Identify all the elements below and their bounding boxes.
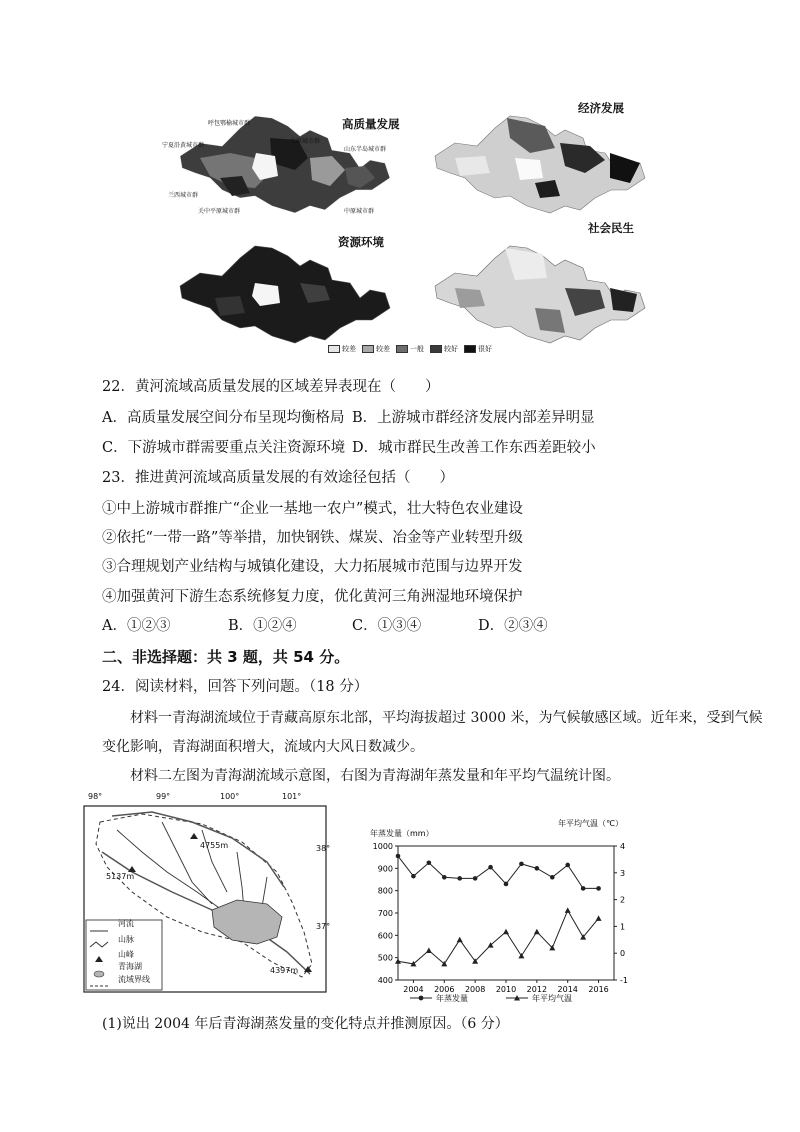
temperature-point (518, 953, 524, 959)
q24-stem: 24．阅读材料，回答下列问题。（18 分） (102, 679, 369, 695)
evaporation-point (535, 866, 540, 871)
x-tick-label: 2004 (403, 985, 424, 994)
peak-label: 4397m (270, 966, 299, 975)
q22-option-a: A．高质量发展空间分布呈现均衡格局 (102, 410, 345, 426)
evaporation-point (550, 875, 555, 880)
legend-peak: 山峰 (118, 950, 134, 959)
y-right-tick-label: 3 (620, 868, 626, 878)
lat-label: 37° (316, 922, 331, 931)
q22-option-b: B．上游城市群经济发展内部差异明显 (352, 410, 595, 426)
city-label: 兰西城市群 (168, 192, 199, 199)
q23-option-a: A．①②③ (102, 618, 171, 634)
city-label: 山东半岛城市群 (344, 146, 387, 153)
y-left-tick-label: 700 (377, 909, 393, 918)
y-right-tick-label: 1 (620, 922, 626, 932)
city-label: 中原城市群 (344, 208, 375, 215)
q23-stem: 23．推进黄河流域高质量发展的有效途径包括（ ） (102, 470, 454, 486)
evaporation-point (519, 862, 524, 867)
q23-option-c: C．①③④ (352, 618, 422, 634)
map-resources (180, 246, 390, 343)
y-left-tick-label: 800 (377, 886, 393, 896)
evaporation-point (411, 874, 416, 879)
chart-svg (356, 810, 656, 1006)
evaporation-point (427, 860, 432, 865)
temperature-point (565, 907, 571, 913)
evaporation-point (565, 863, 570, 868)
map-economy (435, 116, 645, 213)
q23-statement-2: ②依托“一带一路”等举措，加快钢铁、煤炭、冶金等产业转型升级 (102, 530, 523, 546)
temperature-point (503, 929, 509, 935)
temperature-point (395, 958, 401, 964)
legend-mountain: 山脉 (118, 935, 134, 944)
y-left-label: 年蒸发量（mm） (370, 829, 434, 838)
x-tick-label: 2010 (495, 985, 517, 994)
q22-option-d: D．城市群民生改善工作东西差距较小 (352, 440, 596, 456)
city-label: 太原城市群 (290, 138, 321, 145)
map-title-economy: 经济发展 (578, 101, 624, 115)
y-right-label: 年平均气温（℃） (558, 819, 623, 828)
q23-statement-4: ④加强黄河下游生态系统修复力度，优化黄河三角洲湿地环境保护 (102, 589, 523, 605)
map-figure (160, 98, 650, 360)
evaporation-chart (356, 810, 656, 1006)
evaporation-point (596, 886, 601, 891)
evaporation-point (488, 865, 493, 870)
q23-statement-1: ①中上游城市群推广“企业一基地一农户”模式，壮大特色农业建设 (102, 501, 523, 517)
lon-label: 100° (220, 792, 240, 801)
city-label: 呼包鄂榆城市群 (208, 120, 251, 127)
y-left-tick-label: 900 (377, 864, 393, 874)
evaporation-point (473, 876, 478, 881)
y-right-tick-label: 4 (620, 842, 626, 851)
y-left-tick-label: 400 (377, 976, 393, 985)
q22-option-c: C．下游城市群需要重点关注资源环境 (102, 440, 346, 456)
x-tick-label: 2006 (434, 985, 455, 994)
map-title-high-quality: 高质量发展 (342, 117, 400, 131)
map-title-social: 社会民生 (588, 221, 634, 235)
city-label: 宁夏沿黄城市群 (162, 142, 205, 149)
peak-label: 4755m (200, 841, 229, 850)
y-right-tick-label: -1 (620, 976, 628, 985)
temperature-point (426, 948, 432, 954)
legend-boundary: 流域界线 (118, 975, 150, 984)
evaporation-point (396, 854, 401, 859)
plot-frame (398, 846, 614, 980)
y-left-tick-label: 1000 (372, 842, 393, 851)
legend-evap-label: 年蒸发量 (436, 994, 468, 1003)
legend-label: 较差 (342, 345, 356, 353)
legend-lake: 青海湖 (118, 962, 142, 971)
lat-label: 38° (316, 844, 331, 853)
q24-material-1b: 变化影响，青海湖面积增大，流域内大风日数减少。 (102, 739, 424, 755)
city-label: 关中平原城市群 (198, 208, 241, 215)
lon-label: 101° (282, 792, 302, 801)
evaporation-point (581, 886, 586, 891)
legend-label: 很好 (478, 345, 492, 353)
temperature-line (398, 910, 599, 964)
map-legend (328, 344, 492, 354)
q23-statement-3: ③合理规划产业结构与城镇化建设，大力拓展城市范围与边界开发 (102, 559, 523, 575)
x-tick-label: 2016 (588, 985, 609, 994)
q24-material-2: 材料二左图为青海湖流域示意图，右图为青海湖年蒸发量和年平均气温统计图。 (130, 768, 620, 784)
temperature-point (596, 915, 602, 921)
x-tick-label: 2012 (526, 985, 548, 994)
y-left-tick-label: 600 (377, 931, 393, 941)
yellow-river-maps (160, 98, 650, 360)
evaporation-point (504, 882, 509, 887)
lon-label: 99° (156, 792, 171, 801)
evaporation-point (442, 875, 447, 880)
evaporation-point (457, 876, 462, 881)
q24-material-1a: 材料一青海湖流域位于青藏高原东北部，平均海拔超过 3000 米，为气候敏感区域。近年来，受到气候 (130, 710, 763, 726)
peak-label: 5137m (106, 872, 135, 881)
map-social (435, 246, 645, 343)
q23-option-d: D．②③④ (478, 618, 548, 634)
q24-sub-1: (1)说出 2004 年后青海湖蒸发量的变化特点并推测原因。（6 分） (102, 1016, 509, 1032)
map-title-resources: 资源环境 (338, 235, 384, 249)
y-right-tick-label: 2 (620, 895, 626, 905)
legend-evap-marker (419, 996, 424, 1001)
legend-label: 一般 (410, 345, 424, 353)
temperature-point (457, 937, 463, 943)
legend-temp-label: 年平均气温 (532, 994, 572, 1003)
y-left-tick-label: 500 (377, 953, 393, 963)
x-tick-label: 2014 (557, 985, 578, 994)
legend-label: 较好 (444, 345, 458, 353)
q23-option-b: B．①②④ (228, 618, 297, 634)
lake-basin-map (72, 792, 334, 998)
legend-river: 河流 (118, 919, 134, 928)
lon-label: 98° (88, 792, 103, 801)
legend-label: 较差 (376, 345, 390, 353)
q22-stem: 22．黄河流域高质量发展的区域差异表现在（ ） (102, 379, 440, 395)
x-tick-label: 2008 (464, 985, 486, 994)
temperature-point (534, 929, 540, 935)
section-heading: 二、非选择题：共 3 题，共 54 分。 (102, 648, 350, 666)
y-right-tick-label: 0 (620, 949, 626, 959)
